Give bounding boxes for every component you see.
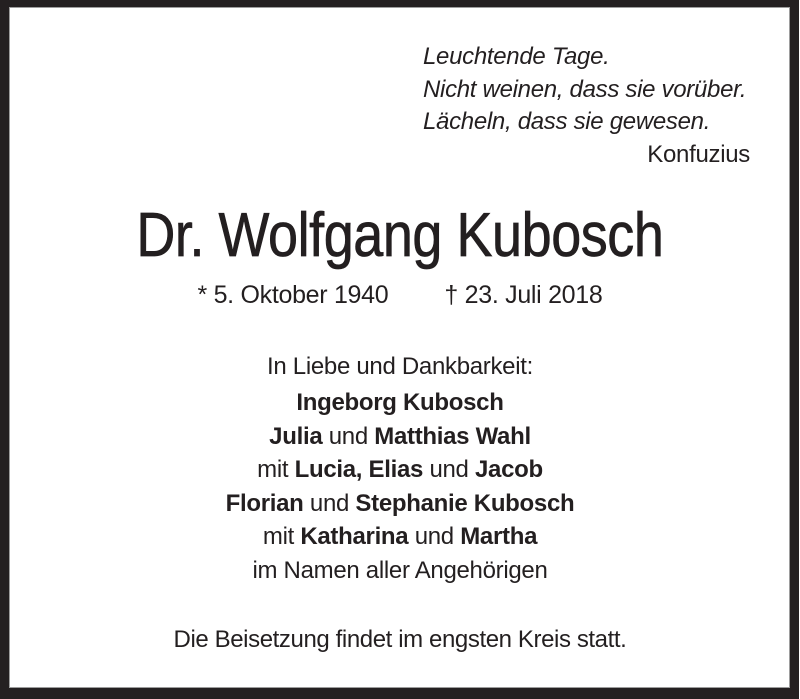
family-line [0,554,800,588]
family-member-name: Stephanie Kubosch [355,489,575,517]
family-connector-text: und [423,456,475,483]
family-line [0,420,800,454]
family-member-name: Ingeborg Kubosch [296,389,504,416]
quote-attribution: Konfuzius [647,140,750,168]
quote-block [423,41,750,171]
quote-line-2: Nicht weinen, dass sie vorüber. [423,75,747,103]
family-line [0,487,800,521]
deceased-name: Dr. Wolfgang Kubosch [136,201,664,270]
family-names-block [0,386,800,587]
family-connector-text: und [322,422,375,450]
death-date: † 23. Juli 2018 [444,281,603,309]
family-line [0,386,800,420]
family-line [0,520,800,554]
family-member-name: Matthias Wahl [374,422,531,450]
family-intro: In Liebe und Dankbarkeit: [266,353,534,380]
family-member-name: Florian [225,489,304,517]
family-connector-text: und [408,523,461,550]
family-member-name: Jacob [474,456,543,483]
family-member-name: Julia [269,422,323,450]
family-connector-text: und [303,489,356,517]
quote-line-1: Leuchtende Tage. [423,43,610,70]
family-member-name: Katharina [300,523,409,550]
family-connector-text: mit [257,456,295,483]
family-connector-text: im Namen aller Angehörigen [252,556,548,584]
quote-line-3: Lächeln, dass sie gewesen. [423,108,711,135]
birth-date: * 5. Oktober 1940 [197,281,389,309]
family-line [0,453,800,487]
family-member-name: Martha [460,523,538,550]
life-dates [0,280,800,310]
family-connector-text: mit [262,523,301,550]
deceased-name-heading [0,201,800,270]
funeral-note: Die Beisetzung findet im engsten Kreis statt. [173,626,627,653]
family-member-name: Lucia, Elias [294,456,424,483]
